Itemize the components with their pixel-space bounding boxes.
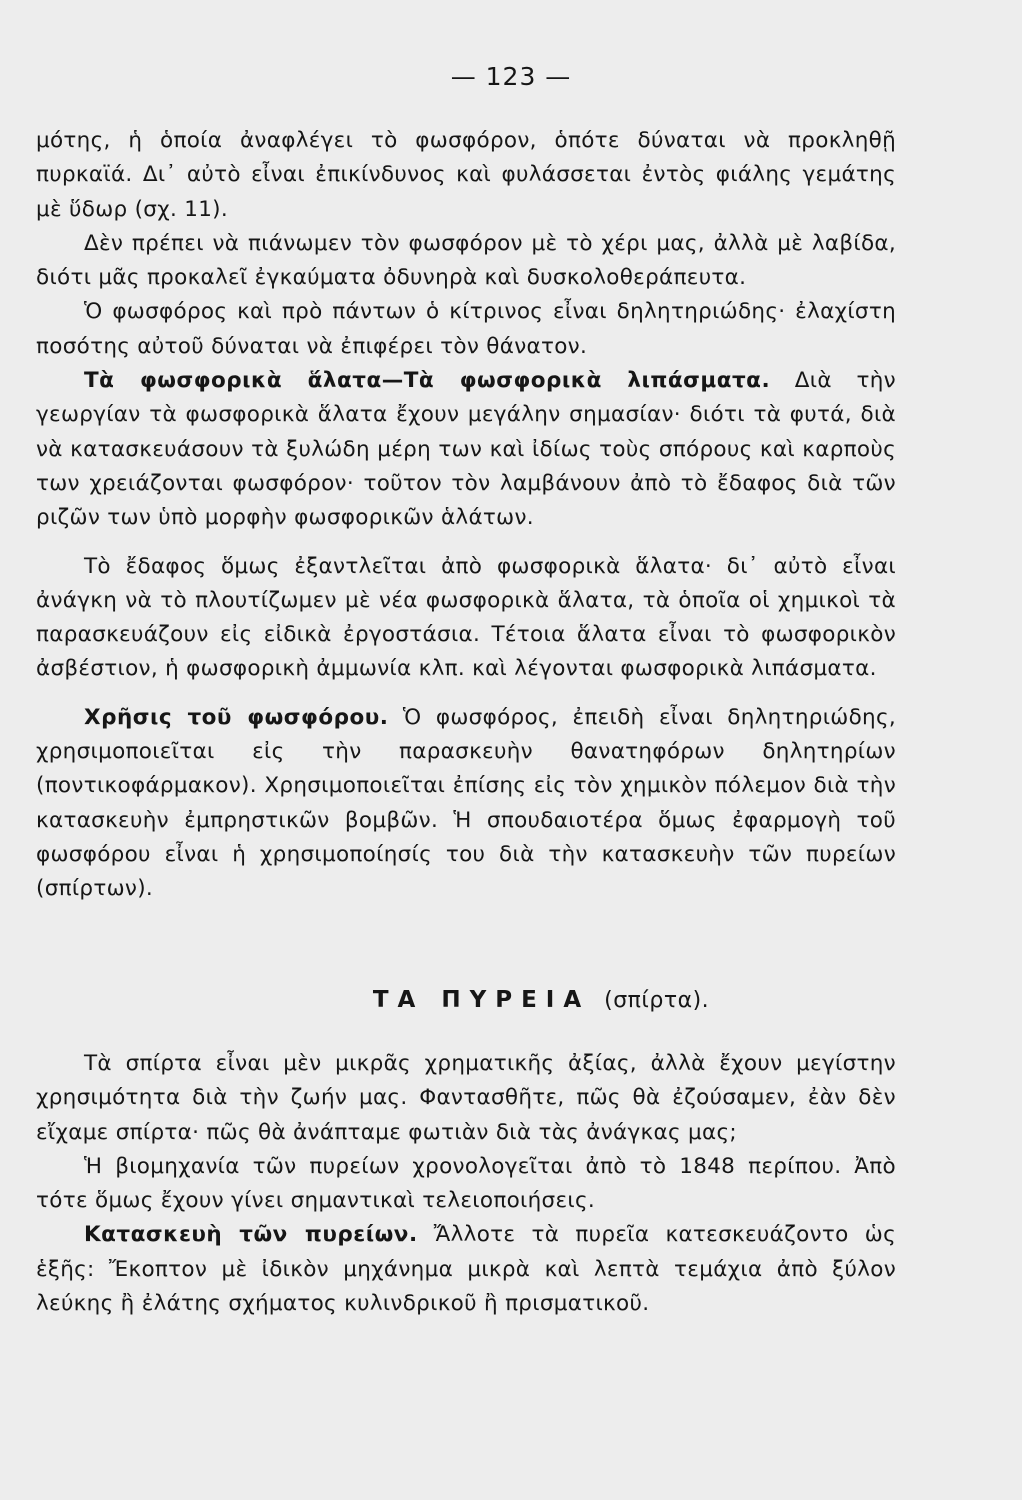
section-title-text: ΤΑ ΠΥΡΕΙΑ — [372, 987, 591, 1013]
paragraph: Ἡ βιομηχανία τῶν πυρείων χρονολογεῖται ἀπὸ τὸ 1848 περίπου. Ἀπὸ τότε ὅμως ἔχουν γίνει σημαντικαὶ τελειοποιήσεις. — [36, 1153, 896, 1214]
section-title — [0, 987, 1022, 1013]
body-text-bottom — [36, 1047, 896, 1321]
paragraph — [36, 1218, 896, 1321]
paragraph: Ὁ φωσφόρος καὶ πρὸ πάντων ὁ κίτρινος εἶναι δηλητηριώδης· ἐλαχίστη ποσότης αὐτοῦ δύναται νὰ ἐπιφέρει τὸν θάνατον. — [36, 299, 896, 359]
paragraph: Δὲν πρέπει νὰ πιάνωμεν τὸν φωσφόρον μὲ τὸ χέρι μας, ἀλλὰ μὲ λαβίδα, διότι μᾶς προκαλεῖ ἐγκαύματα ὀδυνηρὰ καὶ δυσκολοθεράπευτα. — [36, 230, 896, 291]
paragraph: Τὸ ἔδαφος ὅμως ἐξαντλεῖται ἀπὸ φωσφορικὰ ἅλατα· δι᾿ αὐτὸ εἶναι ἀνάγκη νὰ τὸ πλουτίζωμεν μὲ νέα φωσφορικὰ ἅλατα, τὰ ὁποῖα οἱ χημικοὶ τὰ παρασκευάζουν εἰς εἰδικὰ ἐργοστάσια. Τέτοια ἅλατα εἶναι τὸ φωσφορικὸν ἀσβέστιον, ἡ φωσφορικὴ ἀμμωνία κλπ. καὶ λέγονται φωσφορικὰ λιπάσματα. — [36, 553, 896, 682]
paragraph — [36, 364, 896, 535]
paragraph — [36, 701, 896, 907]
paragraph: μότης, ἡ ὁποία ἀναφλέγει τὸ φωσφόρον, ὁπότε δύναται νὰ προκληθῇ πυρκαϊά. Δι᾿ αὐτὸ εἶναι ἐπικίνδυνος καὶ φυλάσσεται ἐντὸς φιάλης γεμάτης μὲ ὕδωρ (σχ. 11). — [36, 128, 896, 222]
paragraph-text: Ὁ φωσφόρος, ἐπειδὴ εἶναι δηλητηριώδης, χρησιμοποιεῖται εἰς τὴν παρασκευὴν θανατηφόρων δηλητηρίων (ποντικοφάρμακον). Χρησιμοποιεῖται ἐπίσης εἰς τὸν χημικὸν πόλεμον διὰ τὴν κατασκευὴν ἐμπρηστικῶν βομβῶν. Ἡ σπουδαιοτέρα ὅμως ἐφαρμογὴ τοῦ φωσφόρου εἶναι ἡ χρησιμοποίησίς του διὰ τὴν κατασκευὴν τῶν πυρείων (σπίρτων). — [36, 704, 897, 902]
paragraph-text: Ἄλλοτε τὰ πυρεῖα κατεσκευάζοντο ὡς ἑξῆς: Ἔκοπτον μὲ ἰδικὸν μηχάνημα μικρὰ καὶ λεπτὰ τεμάχια ἀπὸ ξύλον λεύκης ἢ ἐλάτης σχήματος κυλινδρικοῦ ἢ πρισματικοῦ. — [36, 1222, 896, 1317]
body-text-top — [36, 124, 896, 907]
runin-heading: Κατασκευὴ τῶν πυρείων. — [84, 1222, 418, 1248]
section-subtitle: (σπίρτα). — [604, 988, 710, 1013]
runin-heading: Χρῆσις τοῦ φωσφόρου. — [84, 704, 389, 730]
paragraph: Τὰ σπίρτα εἶναι μὲν μικρᾶς χρηματικῆς ἀξίας, ἀλλὰ ἔχουν μεγίστην χρησιμότητα διὰ τὴν ζωήν μας. Φαντασθῆτε, πῶς θὰ ἐζούσαμεν, ἐὰν δὲν εἴχαμε σπίρτα· πῶς θὰ ἀνάπταμε φωτιὰν διὰ τὰς ἀνάγκας μας; — [36, 1051, 896, 1145]
paragraph-text: Διὰ τὴν γεωργίαν τὰ φωσφορικὰ ἅλατα ἔχουν μεγάλην σημασίαν· διότι τὰ φυτά, διὰ νὰ κατασκευάσουν τὰ ξυλώδη μέρη των καὶ ἰδίως τοὺς σπόρους καὶ καρποὺς των χρειάζονται φωσφόρον· τοῦτον τὸν λαμβάνουν ἀπὸ τὸ ἔδαφος διὰ τῶν ριζῶν των ὑπὸ μορφὴν φωσφορικῶν ἁλάτων. — [36, 368, 896, 531]
runin-heading: Τὰ φωσφορικὰ ἅλατα—Τὰ φωσφορικὰ λιπάσματα. — [84, 368, 771, 394]
page-number: — 123 — — [450, 62, 572, 91]
